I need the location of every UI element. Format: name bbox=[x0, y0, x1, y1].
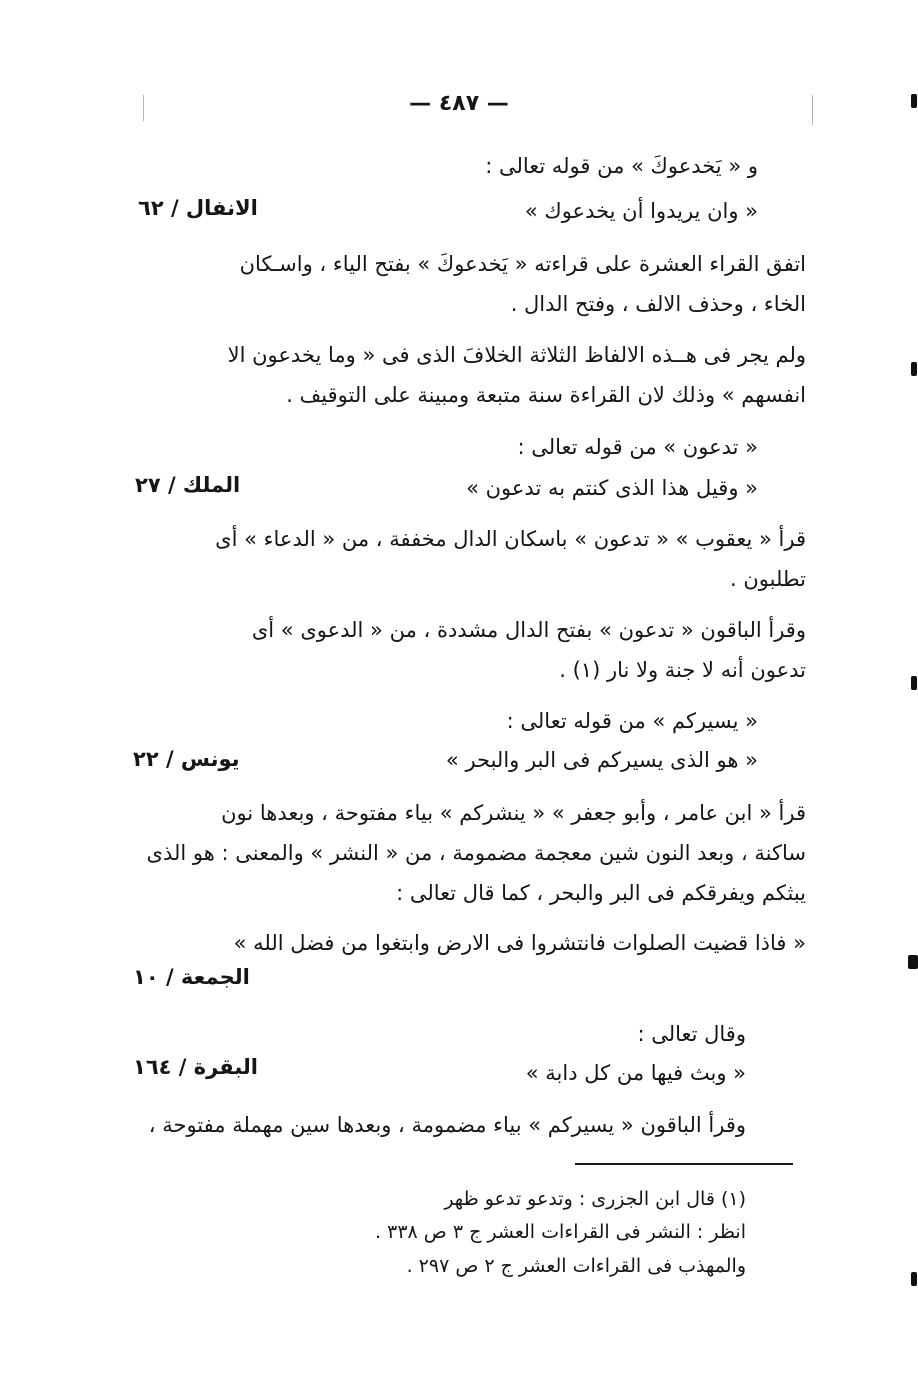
verse-quote: « وقيل هذا الذى كنتم به تدعون » bbox=[466, 476, 758, 500]
text-line: انفسهم » وذلك لان القراءة سنة متبعة ومبينة على التوقيف . bbox=[286, 383, 806, 407]
text-line: وقرأ الباقون « يسيركم » بياء مضمومة ، وبعدها سين مهملة مفتوحة ، bbox=[148, 1113, 746, 1137]
text-line: الخاء ، وحذف الالف ، وفتح الدال . bbox=[510, 292, 806, 316]
footnote-line: (١) قال ابن الجزرى : وتدعو تدعو ظهر bbox=[444, 1188, 746, 1210]
text-line: ولم يجر فى هــذه الالفاظ الثلاثة الخلافَ الذى فى « وما يخدعون الا bbox=[227, 343, 806, 367]
text-line: وقرأ الباقون « تدعون » بفتح الدال مشددة ، من « الدعوى » أى bbox=[251, 618, 806, 642]
binding-hole-mark bbox=[911, 676, 917, 690]
text-line: و « يَخدعوكَ » من قوله تعالى : bbox=[485, 154, 758, 178]
text-line: قرأ « ابن عامر ، وأبو جعفر » « ينشركم » بياء مفتوحة ، وبعدها نون bbox=[221, 801, 806, 825]
verse-reference: الجمعة / ١٠ bbox=[133, 965, 250, 989]
text-line: قرأ « يعقوب » « تدعون » باسكان الدال مخففة ، من « الدعاء » أى bbox=[215, 527, 806, 551]
text-line: « تدعون » من قوله تعالى : bbox=[517, 435, 758, 459]
text-line: تدعون أنه لا جنة ولا نار (١) . bbox=[559, 658, 806, 682]
verse-reference: يونس / ٢٢ bbox=[133, 747, 240, 771]
verse-quote: « وبث فيها من كل دابة » bbox=[525, 1061, 746, 1085]
text-line: ساكنة ، وبعد النون شين معجمة مضمومة ، من « النشر » والمعنى : هو الذى bbox=[146, 841, 806, 865]
verse-quote: « وان يريدوا أن يخدعوك » bbox=[524, 199, 758, 223]
verse-quote: « هو الذى يسيركم فى البر والبحر » bbox=[445, 748, 758, 772]
text-line: يبثكم ويفرقكم فى البر والبحر ، كما قال تعالى : bbox=[396, 881, 806, 905]
footnote-line: انظر : النشر فى القراءات العشر ج ٣ ص ٣٣٨ . bbox=[375, 1221, 746, 1243]
verse-reference: الملك / ٢٧ bbox=[135, 473, 241, 497]
binding-hole-mark bbox=[911, 362, 917, 376]
footnote-separator bbox=[575, 1163, 793, 1165]
text-line: تطلبون . bbox=[730, 567, 806, 591]
verse-reference: الانفال / ٦٢ bbox=[138, 196, 258, 220]
binding-hole-mark bbox=[911, 1272, 917, 1286]
text-line: « يسيركم » من قوله تعالى : bbox=[506, 709, 758, 733]
page-number: — ٤٨٧ — bbox=[409, 91, 509, 116]
footnote-line: والمهذب فى القراءات العشر ج ٢ ص ٢٩٧ . bbox=[406, 1255, 746, 1277]
binding-hole-mark bbox=[908, 955, 918, 969]
verse-quote: « فاذا قضيت الصلوات فانتشروا فى الارض وابتغوا من فضل الله » bbox=[233, 931, 806, 955]
text-line: اتفق القراء العشرة على قراءته « يَخدعوكَ » بفتح الياء ، واسـكان bbox=[239, 252, 806, 276]
verse-reference: البقرة / ١٦٤ bbox=[133, 1055, 258, 1079]
text-line: وقال تعالى : bbox=[637, 1022, 746, 1046]
